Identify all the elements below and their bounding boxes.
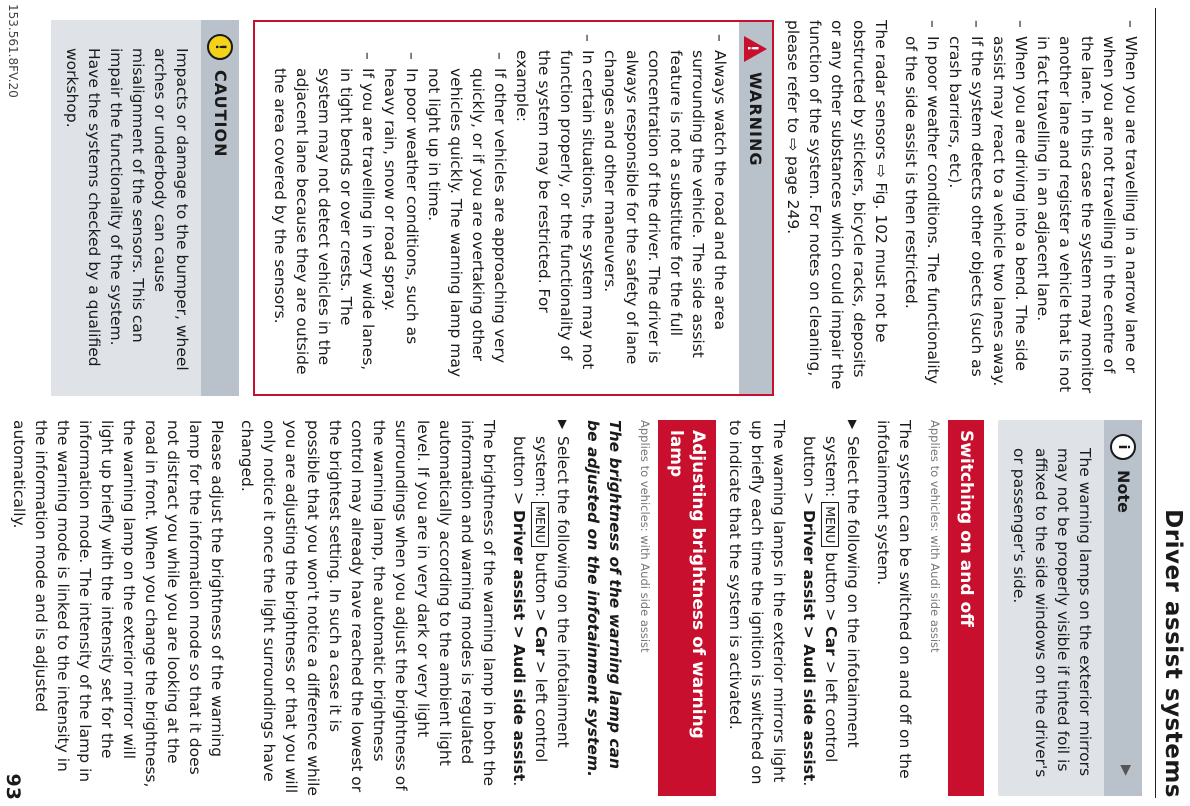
caution-text: Impacts or damage to the bumper, wheel arches or underbody can cause misalignment of the sensors. This can impair the functionality of the system. Have the systems checked by a qualified workshop. [63, 48, 191, 371]
caution-exclamation-icon: ! [207, 34, 233, 60]
left-column [51, 20, 1142, 396]
document-reference-code: 153.561.8FV.20 [6, 4, 20, 98]
warning-body [269, 22, 739, 394]
step-arrow-icon: ▶ [846, 420, 860, 430]
continue-arrow-icon: ▶ [1118, 765, 1134, 776]
section-header-title: Driver assist systems [1160, 509, 1186, 798]
step-arrow-icon: ▶ [556, 420, 570, 430]
switching-intro: The system can be switched on and off on the infotainment system. [874, 420, 914, 779]
warning-box [253, 20, 774, 396]
brightness-lead: The brightness of the warning lamp can be adjusted on the infotainment system. [584, 420, 624, 777]
menu-key-label: MENU [531, 502, 549, 547]
limitations-list [900, 20, 1142, 396]
caution-box [51, 20, 239, 396]
page-number: 93 [2, 773, 24, 800]
warning-header [739, 22, 772, 394]
list-item: – When you are travelling in a narrow lane or when you are not travelling in the centre of the lane. In this case the system may monitor another lane and register a vehicle that is not in fact travelling in an adjacent lane. [1032, 20, 1142, 396]
list-item: – When you are driving into a bend. The side assist may react to a vehicle two lanes away. [988, 20, 1032, 396]
brightness-step: ▶ Select the following on the infotainment system: MENU button > Car > left control button > Driver assist > Audi side assist. [510, 420, 572, 787]
list-item: – Always watch the road and the area surrounding the vehicle. The side assist feature is not a substitute for the full concentration of the driver. The driver is always responsible for the safety of lane changes and other maneuvers. [599, 34, 731, 382]
list-item: – In poor weather conditions, such as heavy rain, snow or road spray. [379, 52, 423, 382]
info-icon: i [1110, 434, 1136, 460]
brightness-paragraph-1: The brightness of the warning lamp in both the information and warning modes is regulated automatically according to the ambient light level. If you are in very dark or very light surroundings when you adjust the brightness of the warning lamp, the automatic brightness control may already have reached the lowest or the brightest setting. In such a case it is possible that you won't notice a difference while you are adjusting the brightness or that you will only notice it once the light surroundings have changed. [238, 420, 498, 796]
list-item [269, 34, 599, 382]
caution-title: CAUTION [211, 70, 230, 158]
list-item-text: In certain situations, the system may not function properly, or the functionality of the system may be restricted. For example: [513, 50, 597, 370]
note-text: The warning lamps on the exterior mirrors may not be properly visible if tinted foil is affixed to the side windows on the driver's or passenger's side. [1010, 448, 1094, 778]
sensors-paragraph: The radar sensors ⇨ Fig. 102 must not be obstructed by stickers, bicycle racks, deposits or any other substances which could impair the function of the system. For notes on cleaning, please refer to ⇨ page 249. [784, 20, 890, 390]
list-item: – If other vehicles are approaching very quickly, or if you are overtaking other vehicles quickly. The warning lamp may not light up in time. [423, 52, 511, 382]
note-title: Note [1114, 470, 1133, 513]
brightness-paragraph-2: Please adjust the brightness of the warning lamp for the information mode so that it does not distract you while you are looking at the road in front. When you change the brightness, the warning lamp on the exterior mirror will light up briefly with the intensity set for the information mode. The intensity of the lamp in the warning mode is linked to the intensity in the information mode and is adjusted automatically. [10, 420, 226, 788]
list-item: – If the system detects other objects (such as crash barriers, etc). [944, 20, 988, 396]
brightness-heading: Adjusting brightness of warning lamp [658, 420, 716, 796]
header-rule [1155, 8, 1156, 798]
switching-step: ▶ Select the following on the infotainment system: MENU button > Car > left control button > Driver assist > Audi side assist. [800, 420, 862, 787]
warning-title: WARNING [746, 72, 766, 167]
note-box [998, 420, 1142, 796]
menu-key-label: MENU [821, 502, 839, 547]
warning-sub-list [269, 52, 511, 382]
warning-list [269, 34, 731, 382]
note-header [1104, 420, 1142, 796]
applies-to-label: Applies to vehicles: with Audi side assist [638, 420, 652, 653]
switching-heading: Switching on and off [948, 420, 984, 796]
list-item: – If you are travelling in very wide lanes, in tight bends or over crests. The system may not detect vehicles in the adjacent lane because they are outside the area covered by the sensors. [269, 52, 379, 382]
right-column [0, 420, 1142, 796]
applies-to-label: Applies to vehicles: with Audi side assist [928, 420, 942, 653]
list-item: – In poor weather conditions. The functionality of the side assist is then restricted. [900, 20, 944, 396]
lamp-paragraph: The warning lamps in the exterior mirrors light up briefly each time the ignition is switched on to indicate that the system is activated. [726, 420, 788, 785]
warning-triangle-icon: ! [744, 36, 767, 62]
caution-header [201, 20, 239, 396]
